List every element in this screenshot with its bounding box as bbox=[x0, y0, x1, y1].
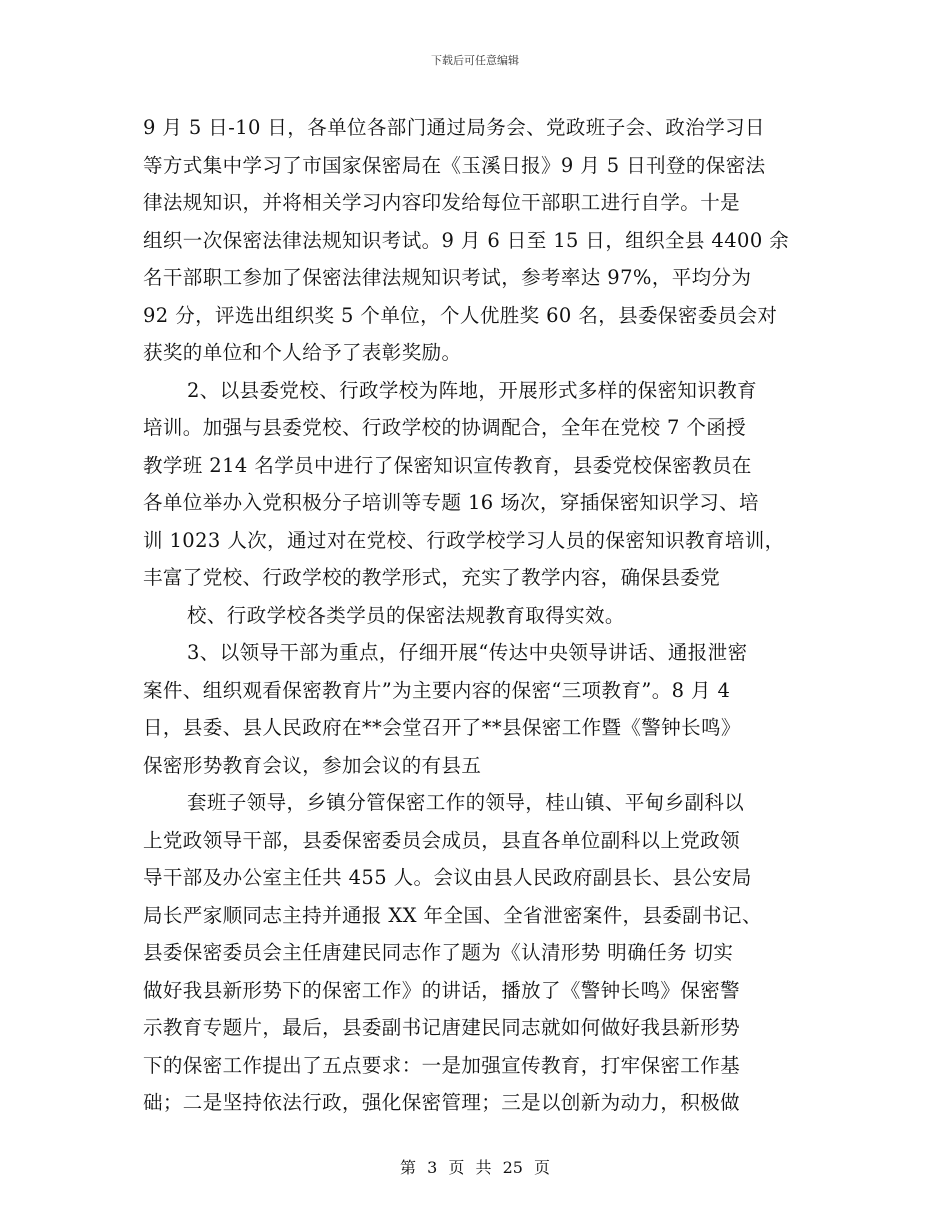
text-line: 各单位举办入党积极分子培训等专题 16 场次，穿插保密知识学习、培 bbox=[143, 491, 759, 514]
page-number: 3 bbox=[427, 1158, 438, 1177]
text-line: 3、以领导干部为重点，仔细开展“传达中央领导讲话、通报泄密 bbox=[187, 641, 748, 664]
text-line: 局长严家顺同志主持并通报 XX 年全国、全省泄密案件，县委副书记、 bbox=[143, 903, 762, 927]
text-line: 示教育专题片，最后，县委副书记唐建民同志就如何做好我县新形势 bbox=[143, 1016, 741, 1039]
text-line: 案件、组织观看保密教育片”为主要内容的保密“三项教育”。8 月 4 bbox=[143, 678, 731, 702]
page-prefix: 第 bbox=[399, 1158, 416, 1177]
text-line: 做好我县新形势下的保密工作》的讲话，播放了《警钟长鸣》保密警 bbox=[143, 978, 741, 1002]
text-line: 础；二是坚持依法行政，强化保密管理；三是以创新为动力，积极做 bbox=[143, 1091, 741, 1114]
text-line: 校、行政学校各类学员的保密法规教育取得实效。 bbox=[187, 603, 625, 627]
text-line: 名干部职工参加了保密法律法规知识考试，参考率达 97%，平均分为 bbox=[143, 266, 752, 289]
text-line: 92 分，评选出组织奖 5 个单位，个人优胜奖 60 名，县委保密委员会对 bbox=[143, 303, 778, 327]
download-note: 下载后可任意编辑 bbox=[431, 54, 519, 67]
text-line: 县委保密委员会主任唐建民同志作了题为《认清形势 明确任务 切实 bbox=[143, 941, 734, 964]
text-line: 培训。加强与县委党校、行政学校的协调配合，全年在党校 7 个函授 bbox=[143, 416, 747, 439]
text-line: 教学班 214 名学员中进行了保密知识宣传教育，县委党校保密教员在 bbox=[143, 453, 752, 477]
text-line: 等方式集中学习了市国家保密局在《玉溪日报》9 月 5 日刊登的保密法 bbox=[143, 153, 766, 177]
text-line: 日，县委、县人民政府在**会堂召开了**县保密工作暨《警钟长鸣》 bbox=[143, 716, 741, 739]
text-line: 训 1023 人次，通过对在党校、行政学校学习人员的保密知识教育培训， bbox=[143, 528, 785, 552]
text-line: 获奖的单位和个人给予了表彰奖励。 bbox=[143, 341, 462, 364]
page-suffix: 页 bbox=[534, 1158, 551, 1177]
total-pages: 25 bbox=[502, 1158, 523, 1177]
text-line: 2、以县委党校、行政学校为阵地，开展形式多样的保密知识教育 bbox=[187, 378, 758, 402]
page-label: 页 bbox=[448, 1158, 465, 1177]
text-line: 9 月 5 日-10 日，各单位各部门通过局务会、党政班子会、政治学习日 bbox=[143, 116, 765, 139]
document-body bbox=[143, 109, 811, 1122]
text-line: 下的保密工作提出了五点要求：一是加强宣传教育，打牢保密工作基 bbox=[143, 1053, 741, 1077]
text-line: 丰富了党校、行政学校的教学形式，充实了教学内容，确保县委党 bbox=[143, 566, 721, 589]
text-line: 组织一次保密法律法规知识考试。9 月 6 日至 15 日，组织全县 4400 余 bbox=[143, 228, 790, 252]
text-line: 保密形势教育会议，参加会议的有县五 bbox=[143, 753, 482, 777]
text-line: 套班子领导，乡镇分管保密工作的领导，桂山镇、平甸乡副科以 bbox=[187, 791, 745, 814]
total-label: 共 bbox=[475, 1158, 492, 1177]
page-footer bbox=[0, 1155, 950, 1178]
text-line: 律法规知识，并将相关学习内容印发给每位干部职工进行自学。十是 bbox=[143, 191, 741, 214]
text-line: 导干部及办公室主任共 455 人。会议由县人民政府副县长、县公安局 bbox=[143, 866, 752, 889]
text-line: 上党政领导干部，县委保密委员会成员，县直各单位副科以上党政领 bbox=[143, 828, 741, 852]
